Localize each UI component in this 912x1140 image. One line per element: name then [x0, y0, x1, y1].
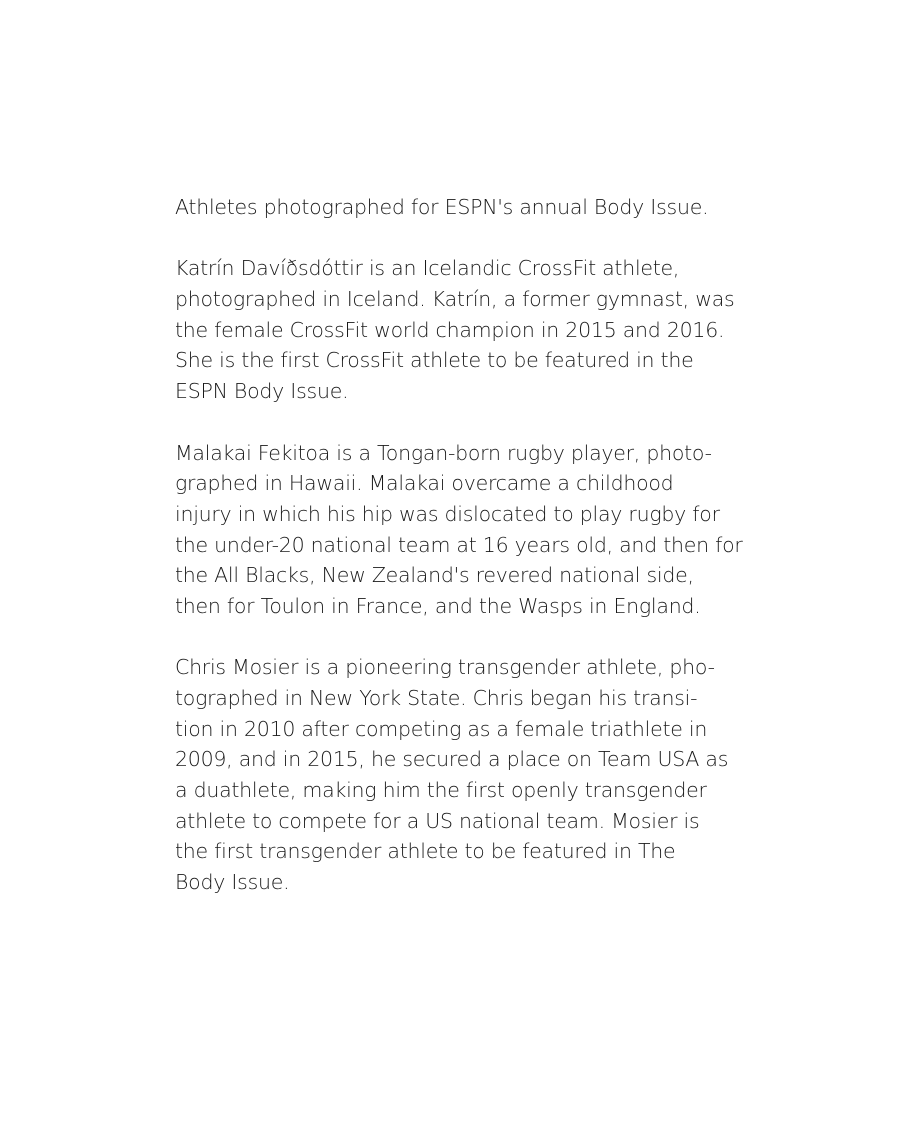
paragraph-line: the female CrossFit world champion in 2015 and 2016.: [175, 317, 725, 342]
paragraph-chris-mosier: [175, 652, 765, 898]
paragraph-malakai-fekitoa: [175, 438, 765, 622]
paragraph-gap: [175, 622, 765, 653]
intro-paragraph: [175, 192, 765, 223]
paragraph-line: athlete to compete for a US national team. Mosier is: [175, 808, 700, 833]
paragraph-line: the first transgender athlete to be featured in The: [175, 839, 676, 864]
paragraph-line: Chris Mosier is a pioneering transgender athlete, pho-: [175, 655, 715, 680]
paragraph-line: Body Issue.: [175, 870, 290, 895]
paragraph-line: photographed in Iceland. Katrín, a former gymnast, was: [175, 287, 735, 312]
paragraph-gap: [175, 223, 765, 254]
paragraph-line: She is the first CrossFit athlete to be featured in the: [175, 348, 694, 373]
body-text: [175, 192, 765, 898]
paragraph-line: then for Toulon in France, and the Wasps in England.: [175, 593, 701, 618]
paragraph-line: a duathlete, making him the first openly transgender: [175, 778, 707, 803]
paragraph-line: ESPN Body Issue.: [175, 379, 349, 404]
paragraph-line: injury in which his hip was dislocated to play rugby for: [175, 501, 720, 526]
paragraph-line: the under-20 national team at 16 years old, and then for: [175, 532, 743, 557]
paragraph-line: the All Blacks, New Zealand's revered national side,: [175, 563, 694, 588]
paragraph-line: tion in 2010 after competing as a female triathlete in: [175, 716, 708, 741]
paragraph-line: Katrín Davíðsdóttir is an Icelandic CrossFit athlete,: [175, 256, 680, 281]
paragraph-line: 2009, and in 2015, he secured a place on Team USA as: [175, 747, 729, 772]
paragraph-gap: [175, 407, 765, 438]
paragraph-line: graphed in Hawaii. Malakai overcame a childhood: [175, 471, 674, 496]
paragraph-line: Malakai Fekitoa is a Tongan-born rugby player, photo-: [175, 440, 712, 465]
paragraph-katrin-davidsdottir: [175, 253, 765, 406]
intro-line: Athletes photographed for ESPN's annual Body Issue.: [175, 195, 709, 219]
paragraph-line: tographed in New York State. Chris began his transi-: [175, 686, 698, 710]
